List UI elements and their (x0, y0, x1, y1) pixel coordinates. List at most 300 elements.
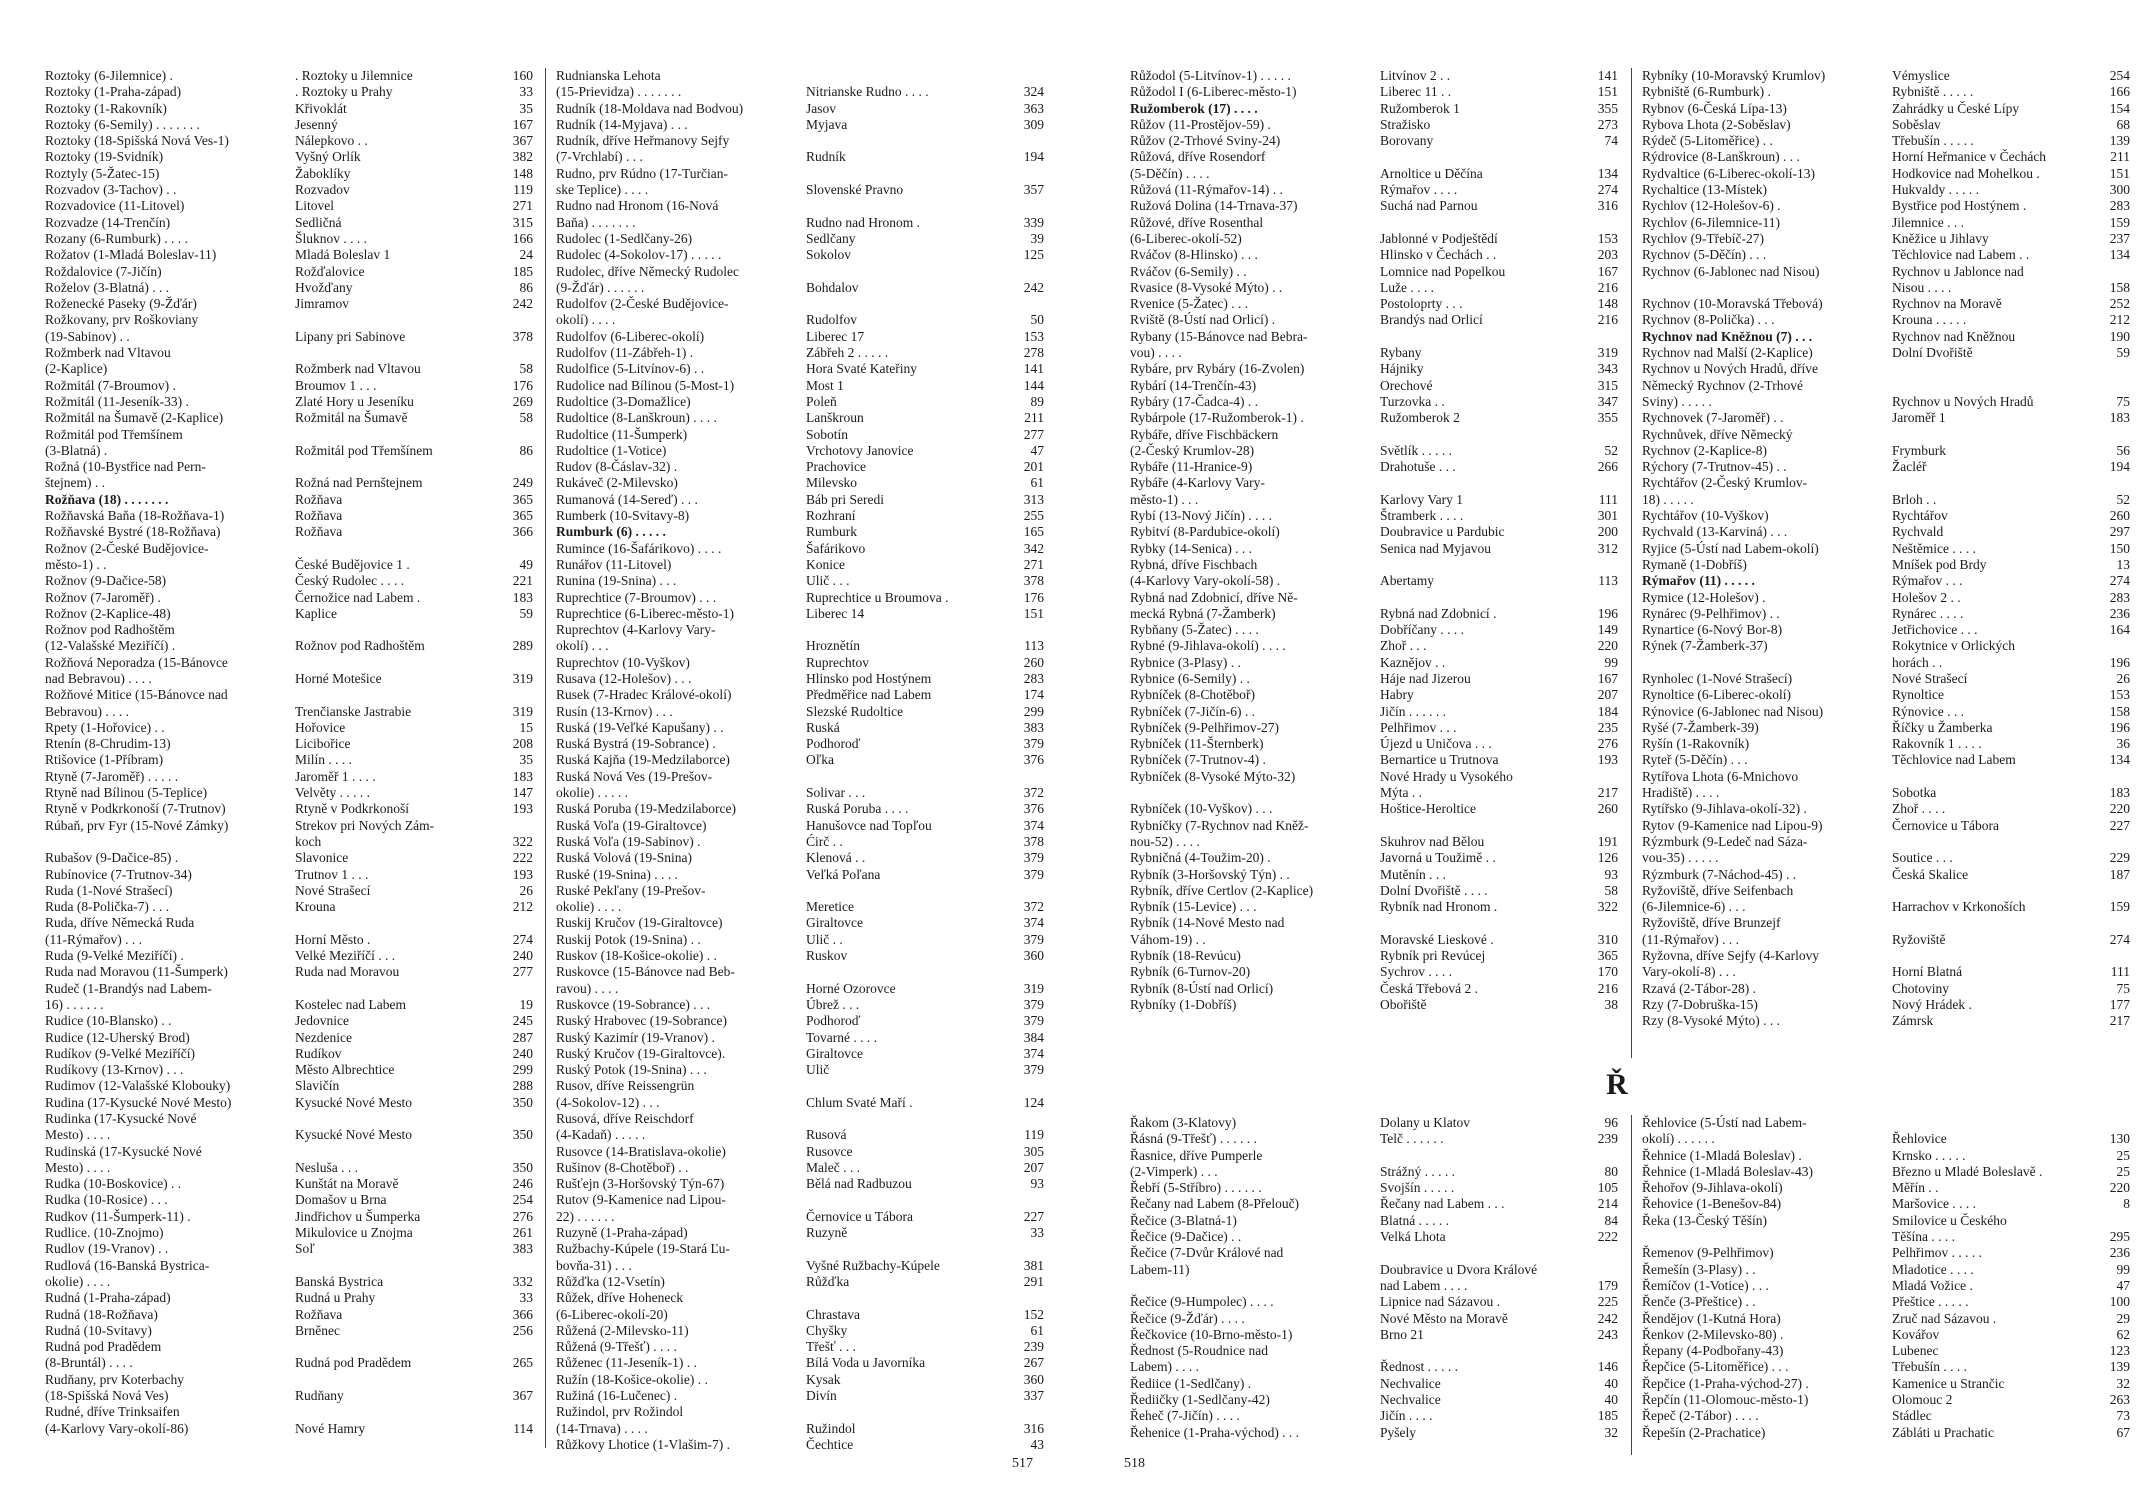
index-entry (556, 1404, 1044, 1420)
page-ref: 288 (512, 1078, 533, 1094)
post-office: Senica nad Myjavou (1380, 540, 1491, 556)
page-ref: 216 (1597, 279, 1618, 295)
place-name: Ryžoviště, dříve Seifenbach (1642, 882, 1794, 898)
post-office: Giraltovce (806, 915, 863, 931)
right-page-top-column-1 (1130, 68, 1618, 1013)
post-office: Rychvald (1892, 524, 1944, 540)
place-name: Rožňavská Baňa (18-Rožňava-1) (45, 508, 225, 524)
index-entry (1130, 720, 1618, 736)
place-name: Řehořov (9-Jihlava-okolí) (1642, 1180, 1783, 1196)
index-entry (45, 1176, 533, 1192)
post-office: Kysucké Nové Mesto (295, 1127, 412, 1143)
page-ref: 19 (519, 996, 533, 1012)
index-entry (1130, 1148, 1618, 1164)
post-office: Rudíkov (295, 1045, 342, 1061)
index-entry (1642, 1148, 2130, 1164)
page-ref: 113 (1598, 573, 1618, 589)
index-entry (45, 671, 533, 687)
post-office: Rudník (806, 149, 846, 165)
post-office: Podhoroď (806, 1013, 861, 1029)
page-ref: 130 (2109, 1131, 2130, 1147)
page-ref (1585, 1245, 1618, 1261)
post-office: Most 1 (806, 377, 844, 393)
post-office (1380, 427, 1585, 443)
place-name: Rudolec, dříve Německý Rudolec (556, 263, 739, 279)
post-office: Jičín . . . . . . (1380, 703, 1446, 719)
page-ref (1585, 475, 1618, 491)
post-office: Žacléř (1892, 459, 1927, 475)
place-name: Řediice (1-Sedlčany) . (1130, 1375, 1252, 1391)
index-entry (556, 1176, 1044, 1192)
post-office: Zhoř . . . (1380, 638, 1427, 654)
index-entry (45, 1421, 533, 1437)
page-ref (2097, 834, 2130, 850)
place-name: Rybná, dříve Fischbach (1130, 556, 1258, 572)
place-name: Rusová, dříve Reischdorf (556, 1111, 694, 1126)
place-name: Řečice (9-Žďár) . . . . (1130, 1310, 1245, 1326)
post-office: Strekov pri Nových Zám- (295, 817, 435, 833)
page-ref: 194 (1023, 149, 1044, 165)
page-ref: 324 (1023, 84, 1044, 100)
place-name: Rybáre, prv Rybáry (16-Zvolen) (1130, 361, 1305, 377)
post-office: Mýta . . (1380, 785, 1422, 801)
page-ref: 379 (1023, 996, 1044, 1012)
post-office: Jaroměř 1 (1892, 410, 1946, 426)
page-ref: 316 (1023, 1420, 1044, 1436)
post-office: Ryžoviště (1892, 931, 1946, 947)
place-name: Rudolfov (11-Zábřeh-1) . (556, 345, 694, 361)
post-office: Velká Lhota (1380, 1229, 1446, 1245)
index-entry (556, 329, 1044, 345)
page-ref (1585, 329, 1618, 345)
page-ref: 214 (1597, 1196, 1618, 1212)
index-entry (556, 1160, 1044, 1176)
post-office: Řehlovice (1892, 1131, 1947, 1147)
post-office: Štramberk . . . . (1380, 508, 1464, 524)
index-entry (1642, 590, 2130, 606)
index-entry (1642, 296, 2130, 312)
page-ref: 61 (1030, 1322, 1044, 1338)
place-name: Rožmitál (11-Jeseník-33) . (45, 393, 189, 409)
place-name: Ruská (19-Veľké Kapušany) . . (556, 719, 724, 735)
index-entry (45, 1078, 533, 1094)
page-ref: 350 (512, 1094, 533, 1110)
page-ref: 277 (512, 964, 533, 980)
index-entry (45, 1339, 533, 1355)
page-ref: 276 (512, 1208, 533, 1224)
place-name: (9-Žďár) . . . . . . (556, 279, 645, 295)
index-entry (45, 427, 533, 443)
index-entry (1130, 312, 1618, 328)
page-ref (500, 1404, 533, 1420)
place-name: Rybné (9-Jihlava-okolí) . . . . (1130, 638, 1286, 654)
index-entry (556, 1241, 1044, 1257)
index-entry (1130, 345, 1618, 361)
page-ref: 183 (2109, 410, 2130, 426)
page-ref: 376 (1023, 752, 1044, 768)
index-entry (1130, 1213, 1618, 1229)
place-name: Rytířsko (9-Jihlava-okolí-32) . (1642, 801, 1807, 817)
place-name: Řepčice (5-Litoměřice) . . . (1642, 1359, 1789, 1375)
page-ref: 319 (1597, 345, 1618, 361)
post-office: Hlinsko pod Hostýnem (806, 670, 932, 686)
page-ref: 378 (1023, 833, 1044, 849)
index-entry (556, 671, 1044, 687)
index-entry (45, 1209, 533, 1225)
index-entry (1130, 475, 1618, 491)
post-office: Zruč nad Sázavou . (1892, 1310, 1997, 1326)
post-office: Moravské Lieskové . (1380, 931, 1494, 947)
page-ref: 269 (512, 393, 533, 409)
index-entry (556, 1323, 1044, 1339)
place-name: Rusov, dříve Reissengrün (556, 1078, 695, 1094)
place-name: Řednost (5-Roudnice nad (1130, 1343, 1268, 1359)
page-ref (1011, 198, 1044, 214)
page-ref (2097, 769, 2130, 785)
place-name: Roztoky (1-Rakovník) (45, 100, 167, 116)
index-entry (1130, 638, 1618, 654)
post-office: Doubravice u Dvora Králové (1380, 1261, 1538, 1277)
place-name: Ruský Hrabovec (19-Sobrance) (556, 1013, 727, 1029)
page-ref (2097, 1115, 2130, 1131)
post-office: Giraltovce (806, 1045, 863, 1061)
post-office: . Roztoky u Jilemnice (295, 68, 413, 83)
index-entry (1130, 704, 1618, 720)
post-office: Rozvadov (295, 182, 350, 198)
index-entry (556, 410, 1044, 426)
index-entry (45, 182, 533, 198)
post-office: Hroznětín (806, 638, 860, 654)
index-entry (1642, 1262, 2130, 1278)
post-office: Rožňava (295, 491, 343, 507)
place-name: Rožmitál (7-Broumov) . (45, 377, 176, 393)
post-office: Nesluša . . . (295, 1159, 358, 1175)
page-ref: 249 (512, 475, 533, 491)
page-ref: 291 (1023, 1273, 1044, 1289)
index-entry (556, 84, 1044, 100)
place-name: Rybníček (8-Chotěboř) (1130, 687, 1256, 703)
post-office: Černožice nad Labem . (295, 589, 421, 605)
post-office: Horní Heřmanice v Čechách (1892, 149, 2047, 165)
post-office: Nezdenice (295, 1029, 352, 1045)
place-name: Rusava (12-Holešov) . . . (556, 670, 692, 686)
page-ref: 366 (512, 1306, 533, 1322)
page-ref (1585, 149, 1618, 165)
index-entry (45, 1046, 533, 1062)
post-office: Mníšek pod Brdy (1892, 556, 1987, 572)
page-ref: 379 (1023, 866, 1044, 882)
page-ref: 52 (1604, 442, 1618, 458)
place-name: Rubínovice (7-Trutnov-34) (45, 866, 192, 882)
place-name: (7-Vrchlabí) . . . (556, 149, 643, 165)
post-office (1892, 769, 2097, 785)
post-office: Sobotka (1892, 785, 1937, 801)
page-ref (2097, 427, 2130, 443)
place-name: město-1) . . . (1130, 491, 1199, 507)
place-name: Německý Rychnov (2-Trhové (1642, 377, 1803, 393)
place-name: Růžodol (5-Litvínov-1) . . . . . (1130, 68, 1291, 83)
page-ref: 355 (1597, 410, 1618, 426)
post-office: Rychnov u Nových Hradů (1892, 393, 2034, 409)
index-entry (1130, 1131, 1618, 1147)
place-name: Rtyně v Podkrkonoší (7-Trutnov) (45, 801, 226, 817)
place-name: Rychnovek (7-Jaroměř) . . (1642, 410, 1784, 426)
place-name: Ruprechtice (7-Broumov) . . . (556, 589, 717, 605)
page-ref: 378 (512, 328, 533, 344)
index-entry (1130, 524, 1618, 540)
index-entry (556, 1111, 1044, 1127)
post-office: Brno 21 (1380, 1326, 1424, 1342)
place-name: Rychnov (6-Jablonec nad Nisou) (1642, 263, 1820, 279)
place-name: Rudlice. (10-Znojmo) (45, 1225, 164, 1241)
page-ref: 299 (512, 1062, 533, 1078)
page-ref: 254 (512, 1192, 533, 1208)
place-name: Mesto) . . . . (45, 1159, 111, 1175)
index-entry (1642, 231, 2130, 247)
place-name: Roztoky (1-Praha-západ) (45, 84, 182, 100)
place-name: Rybníček (8-Vysoké Mýto-32) (1130, 768, 1296, 784)
index-entry (45, 541, 533, 557)
index-entry (1642, 182, 2130, 198)
place-name: Ruský Potok (19-Snina) . . . (556, 1062, 707, 1078)
index-entry (1130, 1408, 1618, 1424)
place-name: Roženecké Paseky (9-Žďár) (45, 296, 197, 312)
post-office: Ruská (806, 719, 840, 735)
page-ref: 287 (512, 1029, 533, 1045)
page-ref (500, 981, 533, 997)
place-name: Řemenov (9-Pelhřimov) (1642, 1245, 1774, 1261)
post-office (806, 1078, 1011, 1094)
page-ref (1011, 166, 1044, 182)
index-entry (1642, 1294, 2130, 1310)
place-name: Řečice (3-Blatná-1) (1130, 1212, 1237, 1228)
index-entry (45, 818, 533, 834)
index-entry (1642, 1180, 2130, 1196)
index-entry (556, 557, 1044, 573)
page-ref: 36 (2116, 736, 2130, 752)
post-office: Karlovy Vary 1 (1380, 491, 1463, 507)
index-entry (1130, 84, 1618, 100)
page-ref: 376 (1023, 801, 1044, 817)
post-office: Rýmařov . . . (1892, 573, 1963, 589)
index-entry (1642, 524, 2130, 540)
place-name: Rudolec (1-Sedlčany-26) (556, 230, 693, 246)
index-entry (45, 133, 533, 149)
page-ref: 183 (2109, 785, 2130, 801)
index-entry (556, 1225, 1044, 1241)
post-office: Hodkovice nad Mohelkou . (1892, 165, 2040, 181)
place-name: Ruskovce (15-Bánovce nad Beb- (556, 964, 735, 980)
index-entry (1130, 264, 1618, 280)
place-name: Rudice (12-Uherský Brod) (45, 1029, 190, 1045)
page-ref: 289 (512, 638, 533, 654)
place-name: Rudoltice (1-Votice) (556, 442, 667, 458)
post-office: Bernartice u Trutnova (1380, 752, 1499, 768)
place-name: Rtyně nad Bílinou (5-Teplice) (45, 785, 208, 801)
place-name: Řenkov (2-Milevsko-80) . (1642, 1326, 1784, 1342)
page-ref: 363 (1023, 100, 1044, 116)
place-name (1642, 1229, 1892, 1245)
place-name: Rybník, dříve Certlov (2-Kaplice) (1130, 882, 1314, 898)
post-office: Luže . . . . (1380, 279, 1434, 295)
index-entry (556, 117, 1044, 133)
index-entry (556, 687, 1044, 703)
page-ref: 174 (1023, 687, 1044, 703)
place-name: Ryžoviště, dříve Brunzejf (1642, 915, 1781, 931)
page-ref: 235 (1597, 719, 1618, 735)
place-name: Řepčín (11-Olomouc-město-1) (1642, 1392, 1809, 1408)
index-entry (45, 264, 533, 280)
index-entry (1642, 492, 2130, 508)
post-office: Třebušín . . . . . (1892, 133, 1974, 149)
post-office: Rožňava (295, 1306, 343, 1322)
place-name: Rymice (12-Holešov) . (1642, 589, 1766, 605)
page-ref: 190 (2109, 328, 2130, 344)
place-name: Rváčov (8-Hlinsko) . . . (1130, 247, 1258, 263)
index-entry (45, 948, 533, 964)
page-ref: 271 (512, 198, 533, 214)
place-name: Rychaltice (13-Místek) (1642, 182, 1768, 198)
page-ref (500, 459, 533, 475)
index-entry (45, 915, 533, 931)
post-office (806, 1111, 1011, 1127)
post-office: Licibořice (295, 736, 351, 752)
index-entry (556, 867, 1044, 883)
index-entry (1642, 84, 2130, 100)
place-name: Růžená (2-Milevsko-11) (556, 1322, 689, 1338)
place-name: Rybník (14-Nové Mesto nad (1130, 915, 1285, 931)
page-ref: 170 (1597, 964, 1618, 980)
index-entry (45, 1062, 533, 1078)
index-entry (45, 329, 533, 345)
page-ref: 58 (1604, 882, 1618, 898)
index-entry (1642, 475, 2130, 491)
post-office: Ulič . . (806, 931, 843, 947)
place-name: Rudná (1-Praha-západ) (45, 1290, 171, 1306)
page-ref: 40 (1604, 1392, 1618, 1408)
post-office: Rumburk (806, 524, 858, 540)
post-office: Nové Město na Moravě (1380, 1310, 1508, 1326)
post-office: Smilovice u Českého (1892, 1212, 2007, 1228)
index-entry (45, 1404, 533, 1420)
index-entry (45, 68, 533, 84)
post-office: Újezd u Uničova . . . (1380, 736, 1492, 752)
index-entry (1642, 280, 2130, 296)
page-ref: 158 (2109, 279, 2130, 295)
post-office (1380, 1245, 1585, 1261)
place-name: Rzy (7-Dobruška-15) (1642, 996, 1758, 1012)
right-page-top-column-2 (1642, 68, 2130, 1030)
post-office (295, 1372, 500, 1388)
post-office: Turzovka . . (1380, 393, 1445, 409)
place-name: Ruská Volová (19-Snina) (556, 850, 692, 866)
place-name: Sviny) . . . . . (1642, 393, 1712, 409)
page-ref: 185 (512, 263, 533, 279)
index-entry (556, 475, 1044, 491)
index-entry (1130, 964, 1618, 980)
post-office (295, 622, 500, 638)
index-entry (1642, 704, 2130, 720)
post-office: Mladá Vožice . (1892, 1277, 1973, 1293)
post-office: Těchlovice nad Labem (1892, 752, 2016, 768)
index-entry (1642, 1278, 2130, 1294)
page-ref (500, 687, 533, 703)
left-page-column-2 (556, 68, 1044, 1453)
place-name: Řemešín (3-Plasy) . . (1642, 1261, 1756, 1277)
place-name: Řehovice (1-Benešov-84) (1642, 1196, 1782, 1212)
index-entry (556, 948, 1044, 964)
index-entry (556, 508, 1044, 524)
page-ref: 33 (1030, 1225, 1044, 1241)
index-entry (1130, 361, 1618, 377)
place-name: Rudno, prv Rúdno (17-Turčian- (556, 165, 728, 181)
post-office: Ulič (806, 1062, 830, 1078)
place-name: Rusovce (14-Bratislava-okolie) (556, 1143, 726, 1159)
place-name: Ruda, dříve Německá Ruda (45, 915, 195, 931)
page-ref: 68 (2116, 116, 2130, 132)
place-name: Řehenice (1-Praha-východ) . . . (1130, 1424, 1300, 1440)
post-office (1892, 361, 2097, 377)
index-entry (1642, 899, 2130, 915)
post-office: Ružomberok 2 (1380, 410, 1460, 426)
page-ref (1585, 590, 1618, 606)
page-ref: 207 (1023, 1159, 1044, 1175)
place-name: Rumince (16-Šafárikovo) . . . . (556, 540, 722, 556)
page-ref: 158 (2109, 703, 2130, 719)
page-ref: 229 (2109, 850, 2130, 866)
place-name: Rychnov u Nových Hradů, dříve (1642, 361, 1819, 377)
column-divider (545, 68, 546, 1448)
place-name: Řepeč (2-Tábor) . . . . (1642, 1408, 1759, 1424)
post-office: Šluknov . . . . (295, 230, 368, 246)
place-name: Rybitví (8-Pardubice-okolí) (1130, 524, 1280, 540)
index-entry (45, 410, 533, 426)
page-ref: 236 (2109, 1245, 2130, 1261)
index-entry (556, 101, 1044, 117)
post-office: Jilemnice . . . (1892, 214, 1964, 230)
place-name: Ruda (1-Nové Strašecí) (45, 882, 173, 898)
index-entry (45, 247, 533, 263)
post-office: Ruzyně (806, 1225, 848, 1241)
index-entry (1130, 329, 1618, 345)
index-entry (1130, 296, 1618, 312)
page-ref (1585, 557, 1618, 573)
post-office: Pelhřimov . . . . . (1892, 1245, 1982, 1261)
page-ref: 227 (2109, 817, 2130, 833)
left-page-column-1 (45, 68, 533, 1437)
page-ref: 193 (512, 801, 533, 817)
place-name: Ružomberok (17) . . . . (1130, 100, 1258, 116)
page-ref: 148 (512, 165, 533, 181)
post-office: Jimramov (295, 296, 349, 312)
post-office: Stražisko (1380, 116, 1431, 132)
page-ref (1011, 769, 1044, 785)
index-entry (1130, 915, 1618, 931)
post-office: Podhoroď (806, 736, 861, 752)
post-office: Rynoltice (1892, 687, 1944, 703)
index-entry (1130, 1196, 1618, 1212)
page-ref: 316 (1597, 198, 1618, 214)
post-office (806, 1404, 1011, 1420)
index-entry (1642, 541, 2130, 557)
index-entry (556, 1290, 1044, 1306)
index-entry (556, 312, 1044, 328)
page-ref: 263 (2109, 1392, 2130, 1408)
index-entry (1130, 1392, 1618, 1408)
page-ref: 220 (2109, 1180, 2130, 1196)
index-entry (556, 1421, 1044, 1437)
place-name: (3-Blatná) . (45, 442, 108, 458)
